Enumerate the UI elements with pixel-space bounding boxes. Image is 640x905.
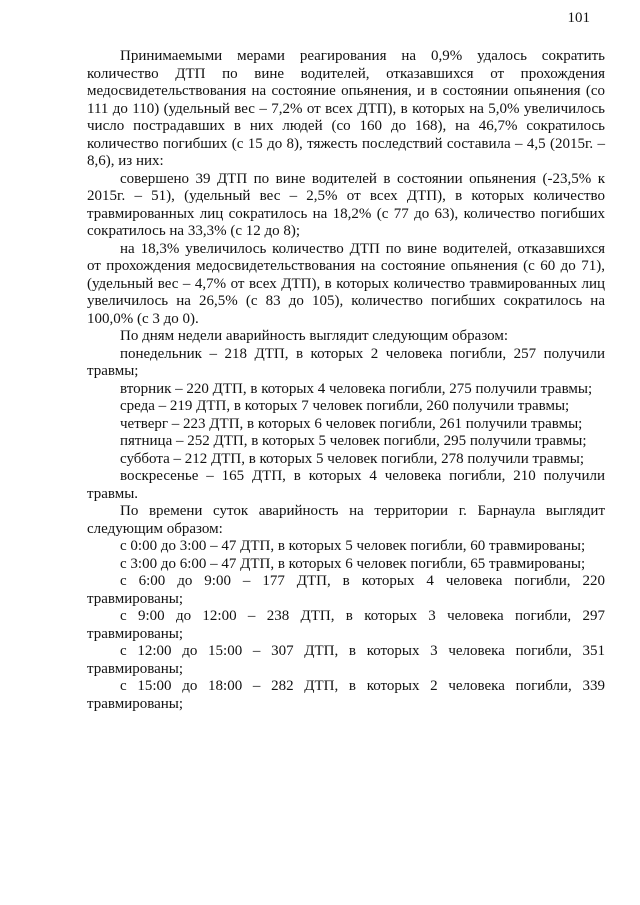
paragraph-refused-test: на 18,3% увеличилось количество ДТП по вине водителей, отказавшихся от прохождения медосвидетельствования на состояние опьянения (с 60 до 71), (удельный вес – 4,7% от всех ДТП), в которых количество травмированных лиц увеличилось на 26,5% (с 83 до 105), количество погибших сократилось на 100,0% (с 3 до 0).: [87, 240, 605, 327]
list-item-time-12-15: с 12:00 до 15:00 – 307 ДТП, в которых 3 человека погибли, 351 травмированы;: [87, 643, 605, 677]
list-item-time-6-9: с 6:00 до 9:00 – 177 ДТП, в которых 4 человека погибли, 220 травмированы;: [87, 573, 605, 607]
list-item-friday: пятница – 252 ДТП, в которых 5 человек погибли, 295 получили травмы;: [120, 433, 587, 449]
list-item-thursday: четверг – 223 ДТП, в которых 6 человек погибли, 261 получили травмы;: [120, 415, 583, 432]
list-item-tuesday: вторник – 220 ДТП, в которых 4 человека погибли, 275 получили травмы;: [120, 380, 593, 397]
list-item-saturday: суббота – 212 ДТП, в которых 5 человек погибли, 278 получили травмы;: [120, 450, 585, 467]
list-item-time-0-3: с 0:00 до 3:00 – 47 ДТП, в которых 5 человек погибли, 60 травмированы;: [120, 538, 586, 554]
paragraph-intro: Принимаемыми мерами реагирования на 0,9% удалось сократить количество ДТП по вине водителей, отказавшихся от прохождения медосвидетельствования на состояние опьянения, и в состоянии опьянения (со 111 до 110) (удельный вес – 7,2% от всех ДТП), в которых на 5,0% увеличилось число пострадавших в них людей (со 160 до 168), на 46,7% сократилось количество погибших (с 15 до 8), тяжесть последствий составила – 4,5 (2015г. – 8,6), из них:: [87, 48, 605, 169]
page-number: 101: [567, 10, 590, 26]
paragraph-weekday-heading: По дням недели аварийность выглядит следующим образом:: [120, 328, 509, 344]
list-item-wednesday: среда – 219 ДТП, в которых 7 человек погибли, 260 получили травмы;: [120, 398, 570, 414]
paragraph-time-heading: По времени суток аварийность на территории г. Барнаула выглядит следующим образом:: [87, 503, 605, 537]
list-item-sunday: воскресенье – 165 ДТП, в которых 4 человека погибли, 210 получили травмы.: [87, 468, 605, 502]
list-item-time-9-12: с 9:00 до 12:00 – 238 ДТП, в которых 3 человека погибли, 297 травмированы;: [87, 608, 605, 642]
list-item-monday: понедельник – 218 ДТП, в которых 2 человека погибли, 257 получили травмы;: [87, 345, 605, 379]
list-item-time-15-18: с 15:00 до 18:00 – 282 ДТП, в которых 2 человека погибли, 339 травмированы;: [87, 678, 605, 712]
list-item-time-3-6: с 3:00 до 6:00 – 47 ДТП, в которых 6 человек погибли, 65 травмированы;: [120, 555, 586, 572]
paragraph-drunk-drivers: совершено 39 ДТП по вине водителей в состоянии опьянения (-23,5% к 2015г. – 51), (удельный вес – 2,5% от всех ДТП), в которых количество травмированных лиц сократилось на 18,2% (с 77 до 63), количество погибших сократилось на 33,3% (с 12 до 8);: [87, 170, 605, 239]
document-body: [87, 48, 605, 713]
